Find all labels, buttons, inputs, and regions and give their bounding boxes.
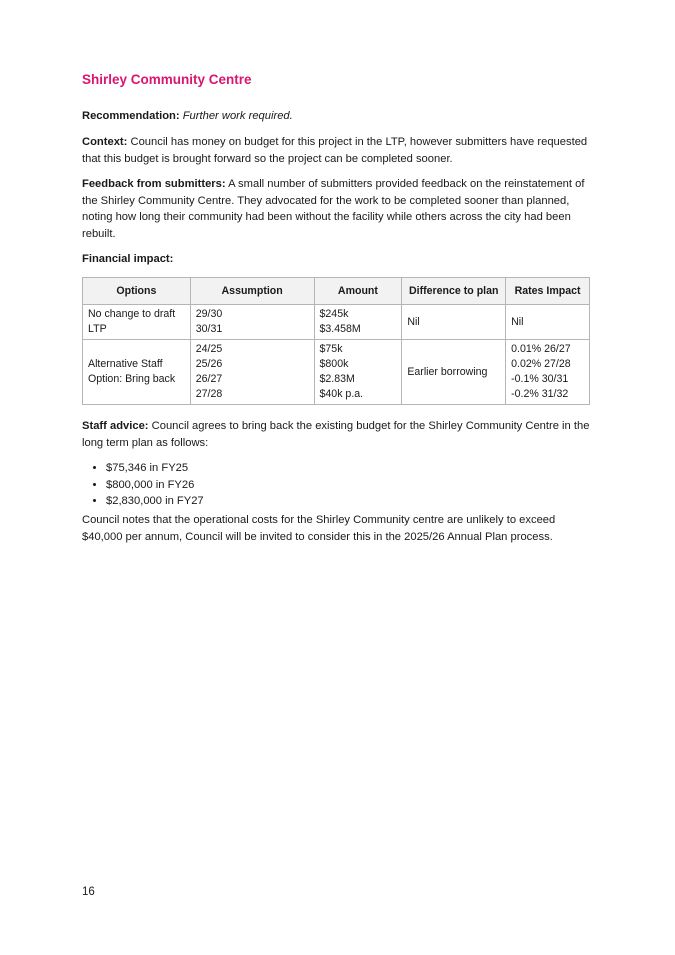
context-paragraph xyxy=(82,134,594,167)
recommendation-paragraph xyxy=(82,108,594,125)
rates-line: 0.01% 26/27 xyxy=(511,343,571,355)
table-header-row xyxy=(83,278,590,305)
amount-line: $3.458M xyxy=(319,323,361,335)
header-assumption: Assumption xyxy=(190,278,314,305)
amount-line: $75k xyxy=(319,343,343,355)
rates-cell xyxy=(506,305,590,340)
header-options: Options xyxy=(83,278,191,305)
amount-cell xyxy=(314,340,402,405)
assumption-cell xyxy=(190,305,314,340)
rates-cell xyxy=(506,340,590,405)
staff-advice-paragraph xyxy=(82,418,594,451)
bullet-list-wrap xyxy=(82,460,594,510)
assumption-line: 27/28 xyxy=(195,388,223,400)
closing-paragraph xyxy=(82,512,594,545)
financial-table-wrap xyxy=(82,277,594,405)
list-item: • $75,346 in FY25 xyxy=(106,460,594,477)
context-text: Council has money on budget for this project in the LTP, however submitters have requested that this budget is brought forward so the project can be completed sooner. xyxy=(82,136,588,165)
amount-cell xyxy=(314,305,402,340)
assumption-cell xyxy=(190,340,314,405)
amount-line: $245k xyxy=(319,308,349,320)
staff-advice-text: Council agrees to bring back the existing budget for the Shirley Community Centre in the long term plan as follows: xyxy=(82,420,590,449)
rates-line: Nil xyxy=(511,315,524,328)
table-row xyxy=(83,305,590,340)
feedback-label: Feedback from submitters: xyxy=(82,178,226,190)
amount-line: $2.83M xyxy=(319,373,355,385)
recommendation-text: Further work required. xyxy=(182,110,293,122)
amount-line: $800k xyxy=(319,358,349,370)
assumption-line: 25/26 xyxy=(195,358,223,370)
amount-line: $40k p.a. xyxy=(319,388,364,400)
table-row xyxy=(83,340,590,405)
recommendation-label: Recommendation: xyxy=(82,110,180,122)
assumption-line: 24/25 xyxy=(195,343,223,355)
difference-cell: Earlier borrowing xyxy=(402,340,506,405)
assumption-line: 26/27 xyxy=(195,373,223,385)
staff-advice-label: Staff advice: xyxy=(82,420,149,432)
header-difference: Difference to plan xyxy=(402,278,506,305)
page-number: 16 xyxy=(82,886,95,898)
context-label: Context: xyxy=(82,136,128,148)
difference-cell: Nil xyxy=(402,305,506,340)
financial-impact-paragraph xyxy=(82,251,594,268)
header-rates-impact: Rates Impact xyxy=(506,278,590,305)
option-cell: No change to draft LTP xyxy=(83,305,191,340)
rates-line: 0.02% 27/28 xyxy=(511,358,571,370)
budget-bullet-list xyxy=(82,460,594,510)
section-heading: Shirley Community Centre xyxy=(82,72,252,87)
feedback-paragraph xyxy=(82,176,594,242)
list-item: • $2,830,000 in FY27 xyxy=(106,493,594,510)
assumption-line: 30/31 xyxy=(195,323,223,335)
list-item: • $800,000 in FY26 xyxy=(106,477,594,494)
header-amount: Amount xyxy=(314,278,402,305)
rates-line: -0.1% 30/31 xyxy=(511,373,569,385)
rates-line: -0.2% 31/32 xyxy=(511,388,569,400)
feedback-text: A small number of submitters provided feedback on the reinstatement of the Shirley Community Centre. They advocated for the work to be completed sooner than planned, noting how long their community had been without the facility while others across the city had been rebuilt. xyxy=(82,178,585,240)
closing-text: Council notes that the operational costs for the Shirley Community centre are unlikely to exceed $40,000 per annum, Council will be invited to consider this in the 2025/26 Annual Plan process. xyxy=(82,514,556,543)
financial-impact-label: Financial impact: xyxy=(82,253,174,265)
option-cell: Alternative Staff Option: Bring back xyxy=(83,340,191,405)
assumption-line: 29/30 xyxy=(195,308,223,320)
financial-impact-table xyxy=(82,277,590,405)
